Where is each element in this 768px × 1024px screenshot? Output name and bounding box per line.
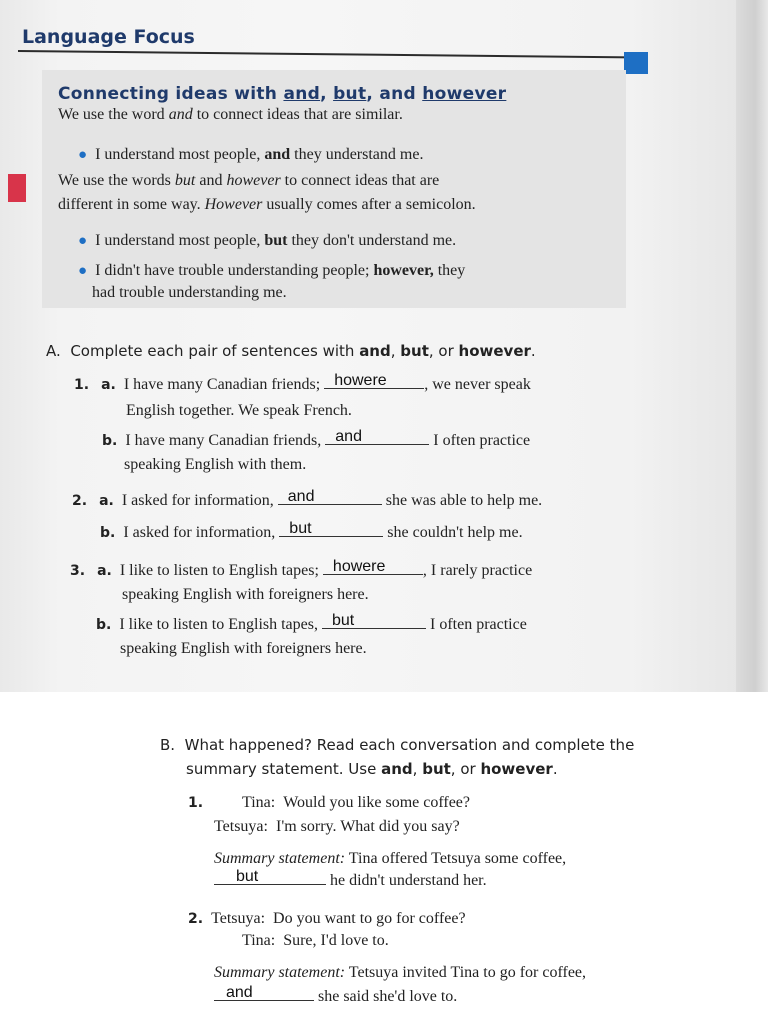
bullet-icon: ● [78, 263, 88, 279]
exercise-b-1-line2: Tetsuya: I'm sorry. What did you say? [214, 818, 460, 835]
red-margin-marker [8, 174, 26, 202]
exercise-a-1b-cont: speaking English with them. [124, 456, 307, 473]
exercise-a-3a: 3. a. I like to listen to English tapes; howere , I rarely practice [70, 558, 533, 579]
answer-field-2b[interactable]: but [279, 522, 383, 537]
exercise-a-3b-cont: speaking English with foreigners here. [120, 640, 367, 657]
focus-example-3: ● I didn't have trouble understanding people; however, they [78, 262, 466, 279]
focus-heading: Connecting ideas with and, but, and however [58, 84, 507, 104]
section-title: Language Focus [22, 26, 195, 48]
answer-field-3a[interactable]: howere [323, 560, 423, 575]
exercise-a-1b: b. I have many Canadian friends, and I often practice [102, 428, 531, 449]
answer-field-1b[interactable]: and [325, 430, 429, 445]
page-edge-shadow [736, 0, 768, 692]
blue-square-marker [624, 52, 648, 74]
focus-example-2: ● I understand most people, but they don't understand me. [78, 232, 457, 249]
exercise-a-instructions: A. Complete each pair of sentences with and, but, or however. [46, 342, 536, 360]
exercise-b-1-summary: Summary statement: Tina offered Tetsuya some coffee, [214, 850, 567, 867]
bullet-icon: ● [78, 233, 88, 249]
exercise-b-instructions-cont: summary statement. Use and, but, or however. [186, 760, 558, 778]
answer-field-b1[interactable]: but [214, 870, 326, 885]
exercise-a-3a-cont: speaking English with foreigners here. [122, 586, 369, 603]
answer-field-3b[interactable]: but [322, 614, 426, 629]
exercise-b-2-summary: Summary statement: Tetsuya invited Tina to go for coffee, [214, 964, 587, 981]
exercise-b-2-line1: 2. Tetsuya: Do you want to go for coffee? [188, 910, 466, 927]
exercise-a-1a-cont: English together. We speak French. [126, 402, 352, 419]
focus-example-3-cont: had trouble understanding me. [92, 284, 287, 301]
answer-field-b2[interactable]: and [214, 986, 314, 1001]
focus-rule-but-however: We use the words but and however to connect ideas that are [58, 172, 440, 189]
exercise-b-1-summary-cont: but he didn't understand her. [214, 872, 487, 890]
exercise-b-instructions: B. What happened? Read each conversation and complete the [160, 736, 635, 754]
exercise-a-3b: b. I like to listen to English tapes, but I often practice [96, 612, 527, 633]
exercise-b-1-number: 1. [188, 795, 204, 811]
focus-rule-however-semicolon: different in some way. However usually comes after a semicolon. [58, 196, 476, 213]
exercise-b-2-line2: Tina: Sure, I'd love to. [242, 932, 389, 949]
focus-example-1: ● I understand most people, and they understand me. [78, 146, 424, 163]
exercise-a-2a: 2. a. I asked for information, and she was able to help me. [72, 488, 543, 509]
exercise-a-1a: 1. a. I have many Canadian friends; howere , we never speak [74, 372, 531, 393]
answer-field-2a[interactable]: and [278, 490, 382, 505]
bullet-icon: ● [78, 147, 88, 163]
focus-rule-and: We use the word and to connect ideas that are similar. [58, 106, 403, 123]
answer-field-1a[interactable]: howere [324, 374, 424, 389]
exercise-b-2-summary-cont: and she said she'd love to. [214, 988, 457, 1006]
exercise-b-1-line1: Tina: Would you like some coffee? [242, 794, 471, 811]
exercise-a-2b: b. I asked for information, but she couldn't help me. [100, 520, 523, 541]
